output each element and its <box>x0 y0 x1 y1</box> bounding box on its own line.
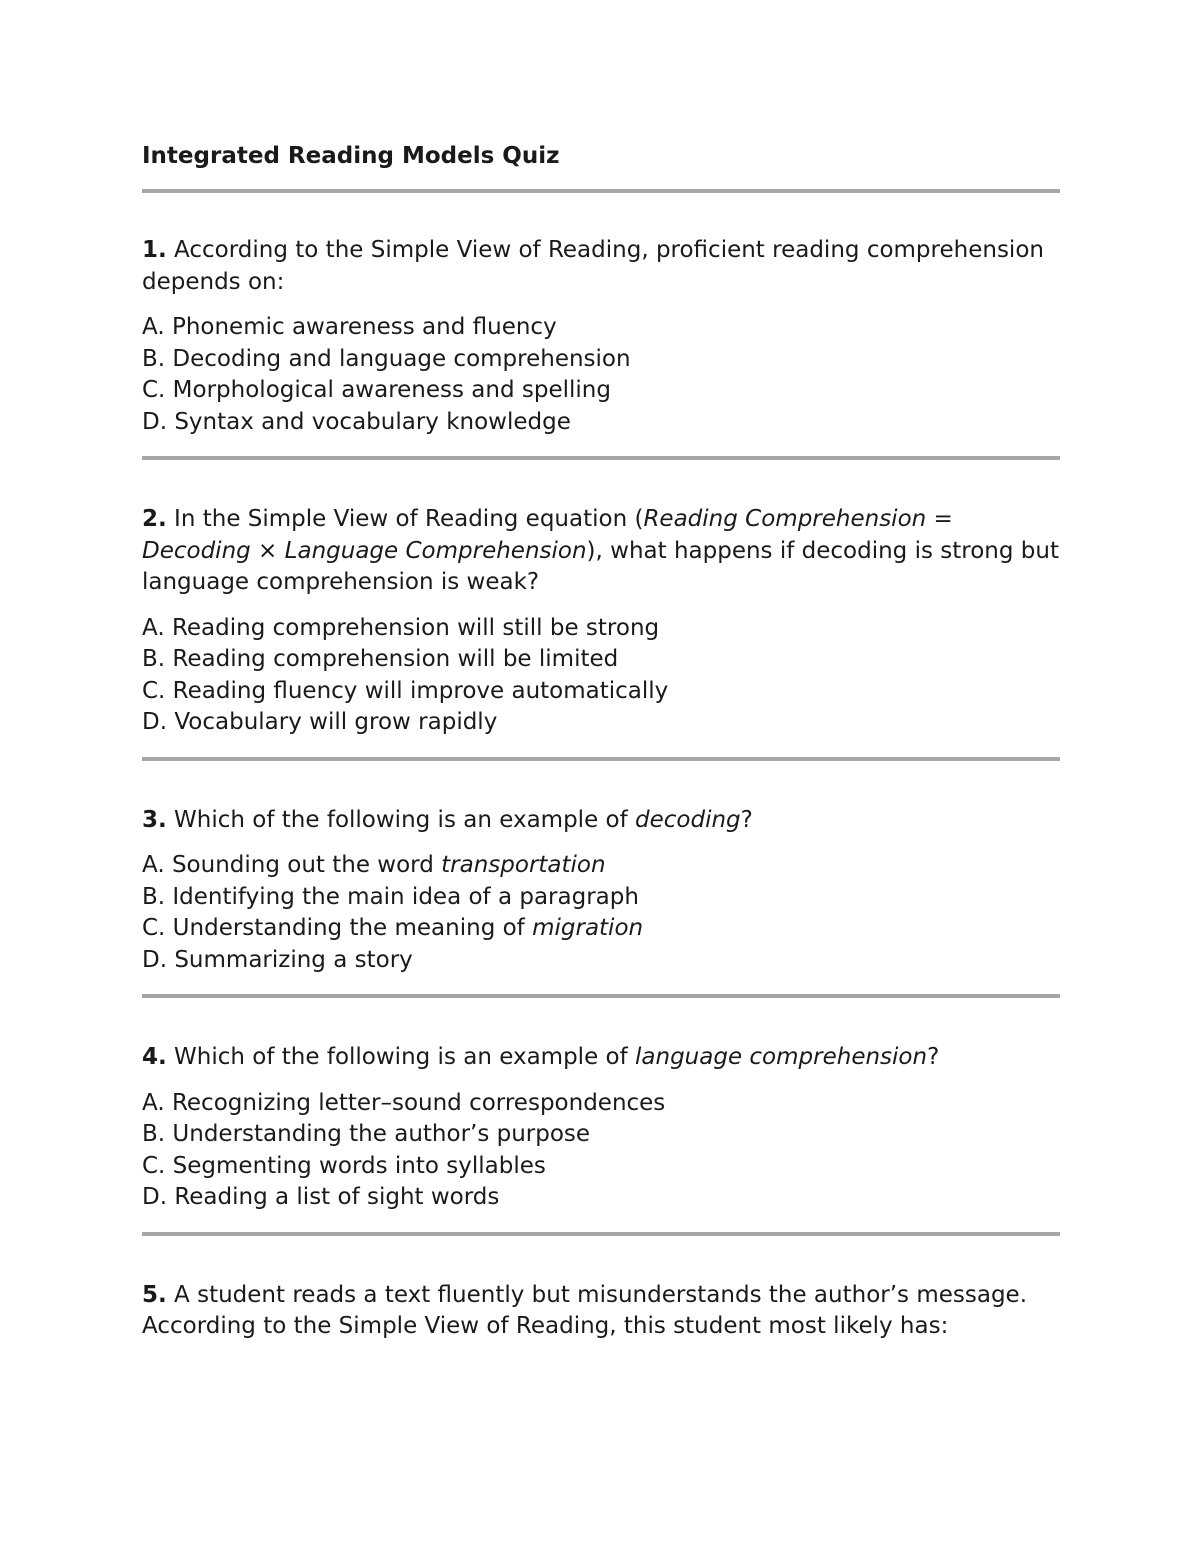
text-run: = <box>926 506 953 532</box>
text-run: D. Reading a list of sight words <box>142 1184 500 1210</box>
answer-options <box>142 613 1060 739</box>
answer-option <box>142 945 1060 977</box>
text-run: ? <box>927 1044 940 1070</box>
title-divider <box>142 189 1060 193</box>
answer-option <box>142 1119 1060 1151</box>
italic-text: language comprehension <box>635 1044 928 1070</box>
text-run: A. Reading comprehension will still be strong <box>142 614 660 641</box>
question-number: 1. <box>142 237 167 263</box>
text-run: According to the Simple View of Reading, proficient reading comprehension depends on: <box>142 237 1044 295</box>
question-divider <box>142 994 1060 998</box>
italic-text: Decoding <box>142 537 251 564</box>
text-run: Which of the following is an example of <box>166 1044 636 1070</box>
italic-text: transportation <box>441 852 606 878</box>
answer-options <box>142 312 1060 438</box>
question-block <box>142 1280 1060 1343</box>
italic-text: Reading Comprehension <box>643 506 927 532</box>
answer-option <box>142 312 1060 344</box>
answer-option <box>142 882 1060 914</box>
answer-option <box>142 707 1060 739</box>
text-run: ? <box>740 806 753 833</box>
answer-option <box>142 407 1060 439</box>
text-run: Which of the following is an example of <box>166 806 636 833</box>
page-title: Integrated Reading Models Quiz <box>142 143 560 169</box>
answer-options <box>142 850 1060 976</box>
text-run: In the Simple View of Reading equation ( <box>166 506 644 532</box>
question-stem <box>142 235 1060 298</box>
question-divider <box>142 757 1060 761</box>
text-run: C. Morphological awareness and spelling <box>142 377 611 403</box>
question-divider <box>142 1232 1060 1236</box>
answer-option <box>142 676 1060 708</box>
text-run: C. Reading fluency will improve automatically <box>142 677 669 704</box>
question-block <box>142 1042 1060 1236</box>
text-run: D. Syntax and vocabulary knowledge <box>142 408 571 435</box>
question-stem <box>142 805 1060 837</box>
text-run: A student reads a text fluently but misunderstands the author’s message. According to the Simple View of Reading, this student most likely has: <box>142 1281 1028 1339</box>
question-divider <box>142 456 1060 460</box>
question-block <box>142 504 1060 761</box>
question-stem <box>142 1042 1060 1074</box>
question-stem <box>142 1280 1060 1343</box>
answer-option <box>142 913 1060 945</box>
text-run: B. Reading comprehension will be limited <box>142 646 619 672</box>
question-number: 3. <box>142 806 167 833</box>
question-number: 5. <box>142 1281 167 1308</box>
question-number: 4. <box>142 1044 167 1070</box>
text-run: B. Understanding the author’s purpose <box>142 1121 591 1147</box>
answer-option <box>142 1151 1060 1183</box>
question-stem <box>142 504 1060 599</box>
text-run: C. Understanding the meaning of <box>142 915 533 941</box>
text-run: B. Identifying the main idea of a paragraph <box>142 883 639 910</box>
question-block <box>142 805 1060 999</box>
text-run: ), what happens if decoding is strong but language comprehension is weak? <box>142 537 1059 595</box>
answer-options <box>142 1088 1060 1214</box>
italic-text: migration <box>532 915 644 941</box>
answer-option <box>142 644 1060 676</box>
question-number: 2. <box>142 506 167 532</box>
answer-option <box>142 850 1060 882</box>
text-run: C. Segmenting words into syllables <box>142 1152 546 1179</box>
text-run: × <box>250 537 285 564</box>
italic-text: Language Comprehension <box>284 537 587 564</box>
answer-option <box>142 1088 1060 1120</box>
text-run: D. Summarizing a story <box>142 946 413 973</box>
answer-option <box>142 375 1060 407</box>
answer-option <box>142 613 1060 645</box>
quiz-content <box>142 141 1060 1343</box>
answer-option <box>142 344 1060 376</box>
text-run: A. Phonemic awareness and fluency <box>142 314 557 340</box>
text-run: D. Vocabulary will grow rapidly <box>142 709 498 735</box>
text-run: B. Decoding and language comprehension <box>142 345 631 372</box>
italic-text: decoding <box>635 806 741 833</box>
text-run: A. Sounding out the word <box>142 852 442 878</box>
answer-option <box>142 1182 1060 1214</box>
text-run: A. Recognizing letter–sound correspondences <box>142 1089 666 1116</box>
question-block <box>142 235 1060 460</box>
question-list <box>142 235 1060 1343</box>
